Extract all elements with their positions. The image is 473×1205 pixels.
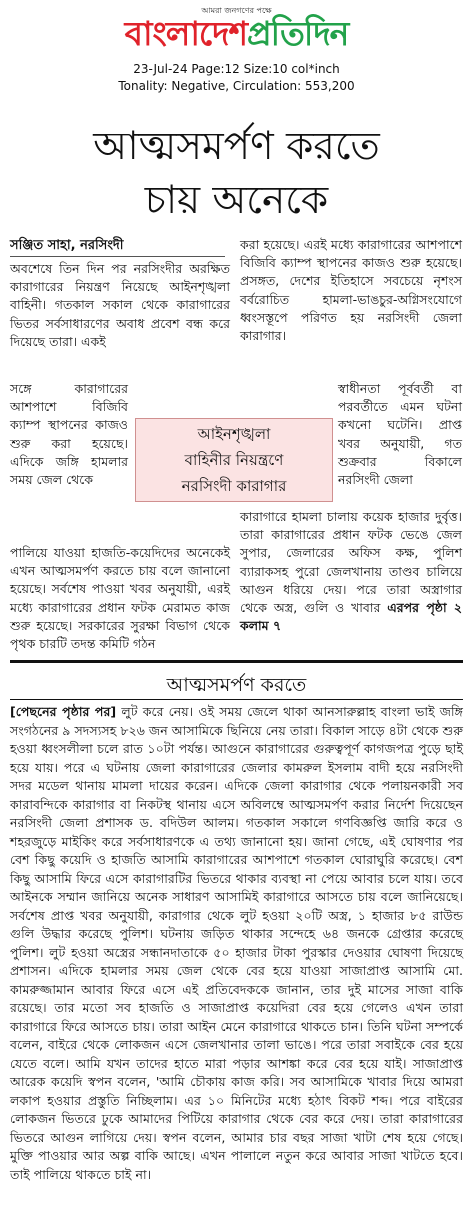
continuation-lead-marker: [পেছনের পৃষ্ঠার পর]	[10, 704, 117, 719]
left-column-text-3: পালিয়ে যাওয়া হাজতি-কয়েদিদের অনেকেই এখন আত্মসমর্পণ করতে চায় বলে জানানো হয়েছে। সর্বশেষ পাওয়া খবর অনুযায়ী, এরই মধ্যে কারাগারের প্রধান ফটক মেরামত কাজ শুরু হয়েছে। সরকারের সুরক্ষা বিভাগ থেকে পৃথক চারটি তদন্ত কমিটি গঠন	[10, 545, 230, 652]
logo-word-protidin: প্রতিদিন	[247, 14, 349, 53]
left-column-text-2: সঙ্গে কারাগারের আশপাশে বিজিবি ক্যাম্প স্থাপনের কাজও শুরু করা হয়েছে। এদিকে জঙ্গি হামলার সময় জেল থেকে	[10, 381, 128, 488]
pull-quote-line-1: আইনশৃঙ্খলা	[197, 425, 271, 443]
right-column-text-1: করা হয়েছে। এরই মধ্যে কারাগারের আশপাশে বিজিবি ক্যাম্প স্থাপনের কাজও শুরু হয়েছে। প্রসঙ্গত, দেশের ইতিহাসে সবচেয়ে নৃশংস বর্বরোচিত হামলা-ভাঙচুর-অগ্নিসংযোগে ধ্বংসস্তূপে পরিণত হয় নরসিংদী জেলা কারাগার।	[240, 237, 462, 344]
clipping-meta-date: 23-Jul-24 Page:12 Size:10 col*inch	[133, 62, 340, 76]
continued-on-note: এরপর পৃষ্ঠা ২ কলাম ৭	[240, 600, 462, 634]
newspaper-logo	[0, 13, 473, 55]
left-column-text-1: অবশেষে তিন দিন পর নরসিংদীর অরক্ষিত কারাগারের নিয়ন্ত্রণ নিয়েছে আইনশৃঙ্খলা বাহিনী। গতকাল সকাল থেকে কারাগারের ভিতর সর্বসাধারণের অবাধ প্রবেশ বন্ধ করে দিয়েছে তারা। একই	[10, 261, 230, 349]
right-column-text-3-body: কারাগারে হামলা চালায় কয়েক হাজার দুর্বৃত্ত। তারা কারাগারের প্রধান ফটক ভেঙে জেল সুপার, জেলারের অফিস কক্ষ, পুলিশ ব্যারাকসহ পুরো জেলখানায় তাণ্ডব চালিয়ে আগুন ধরিয়ে দেয়। পরে তারা অস্ত্রাগার থেকে অস্ত্র, গুলি ও খাবার	[240, 509, 462, 616]
article-byline: সঞ্জিত সাহা, নরসিংদী	[10, 238, 124, 253]
pull-quote-line-2: বাহিনীর নিয়ন্ত্রণে	[184, 451, 284, 469]
masthead	[0, 0, 473, 110]
byline-divider	[10, 256, 225, 257]
continuation-body	[10, 703, 463, 1184]
right-column-text-2: স্বাধীনতা পূর্ববর্তী বা পরবর্তীতে এমন ঘটনা কখনো ঘটেনি। প্রাপ্ত খবর অনুযায়ী, গত শুক্রবার বিকালে নরসিংদী জেলা	[338, 381, 462, 488]
clipping-meta-tonality: Tonality: Negative, Circulation: 553,200	[118, 79, 355, 93]
continuation-subhead: আত্মসমর্পণ করতে	[166, 674, 307, 696]
masthead-tagline: আমরা জনগণের পক্ষে	[201, 6, 272, 15]
logo-word-bangladesh: বাংলাদেশ	[124, 14, 248, 53]
pull-quote-line-3: নরসিংদী কারাগার	[181, 477, 287, 495]
headline-line-1: আত্মসমর্পণ করতে	[93, 124, 380, 169]
section-divider-thick	[10, 660, 463, 663]
headline-line-2: চায় অনেকে	[144, 178, 329, 223]
right-column-text-3	[240, 508, 462, 635]
article-headline	[0, 120, 473, 228]
continuation-body-text: লুট করে নেয়। ওই সময় জেলে থাকা আনসারুল্লাহ বাংলা ভাই জঙ্গি সংগঠনের ৯ সদস্যসহ ৮২৬ জন আসামিকে ছিনিয়ে নেয় তারা। বিকাল সাড়ে ৪টা থেকে শুরু হওয়া ধ্বংসলীলা চলে রাত ১০টা পর্যন্ত। আগুনে কারাগারের গুরুত্বপূর্ণ কাগজপত্র পুড়ে ছাই হয়ে যায়। পরে এ ঘটনায় জেলা কারাগারের জেলার কামরুল ইসলাম বাদী হয়ে নরসিংদী সদর মডেল থানায় মামলা দায়ের করেন। এদিকে জেলা কারাগার থেকে পলায়নকারী সব কারাবন্দিকে কারাগার বা নিকটস্থ থানায় এসে অবিলম্বে আত্মসমর্পণ করার নির্দেশ দিয়েছেন নরসিংদী জেলা প্রশাসক ড. বদিউল আলম। গতকাল সকালে গণবিজ্ঞপ্তি জারি করে ও শহরজুড়ে মাইকিং করে সর্বসাধারণকে এ তথ্য জানানো হয়। জানা গেছে, এই ঘোষণার পর বেশ কিছু কয়েদি ও হাজতি আসামি কারাগারের আশপাশে গতকাল ঘোরাঘুরি করেছে। বেশ কিছু আসামি ফিরে এসে কারাগারটির ভিতরে থাকার ব্যবস্থা না পেয়ে আবার চলে যায়। তবে আইনকে সম্মান জানিয়ে অনেক সাধারণ আসামিই কারাগারে আসতে চায় বলে জানিয়েছে। সর্বশেষ প্রাপ্ত খবর অনুযায়ী, কারাগার থেকে লুট হওয়া ২০টি অস্ত্র, ১ হাজার ৮৫ রাউন্ড গুলি উদ্ধার করেছে পুলিশ। ঘটনায় জড়িত থাকার সন্দেহে ৬৪ জনকে গ্রেপ্তার করেছে পুলিশ। লুট হওয়া অস্ত্রের সন্ধানদাতাকে ৫০ হাজার টাকা পুরস্কার দেওয়ার ঘোষণা দিয়েছে প্রশাসন। এদিকে হামলার সময় জেল থেকে বের হয়ে যাওয়া সাজাপ্রাপ্ত আসামি মো. কামরুজ্জামান আবার ফিরে এসে এই প্রতিবেদককে জানান, তার দুই মাসের সাজা বাকি রয়েছে। তার মতো সব হাজতি ও সাজাপ্রাপ্ত কয়েদিরা বের হয়ে গেলেও এখন তারা কারাগারে ফিরে আসতে চায়। তারা আইন মেনে কারাগারে থাকতে চান। তিনি ঘটনা সম্পর্কে বলেন, বাইরে থেকে লোকজন এসে জেলখানার তালা ভাঙে। পরে তারা সবাইকে বের হয়ে যেতে বলে। আমি যখন তাদের হাতে মারা পড়ার আশঙ্কা করে বের হয়ে যাই। সাজাপ্রাপ্ত আরেক কয়েদি স্বপন বলেন, 'আমি চৌকায় কাজ করি। সব আসামিকে খাবার দিয়ে আমরা লকাপ হওয়ার প্রস্তুতি নিচ্ছিলাম। এর ১০ মিনিটের মধ্যে হঠাৎ বিকট শব্দ। পরে বাইরের লোকজন ভিতরে ঢুকে আমাদের পিটিয়ে কারাগার থেকে বের করে দেয়। তারা কারাগারের ভিতরে আগুন লাগিয়ে দেয়। স্বপন বলেন, আমার চার বছর সাজা খাটা শেষ হয়ে গেছে। মুক্তি পাওয়ার আর অল্প বাকি আছে। এখন পালালে নতুন করে আবার সাজা খাটতে হবে। তাই পালিয়ে থাকতে চাই না।	[10, 704, 463, 1182]
pull-quote-box	[135, 418, 333, 502]
section-divider-thin	[10, 699, 463, 700]
